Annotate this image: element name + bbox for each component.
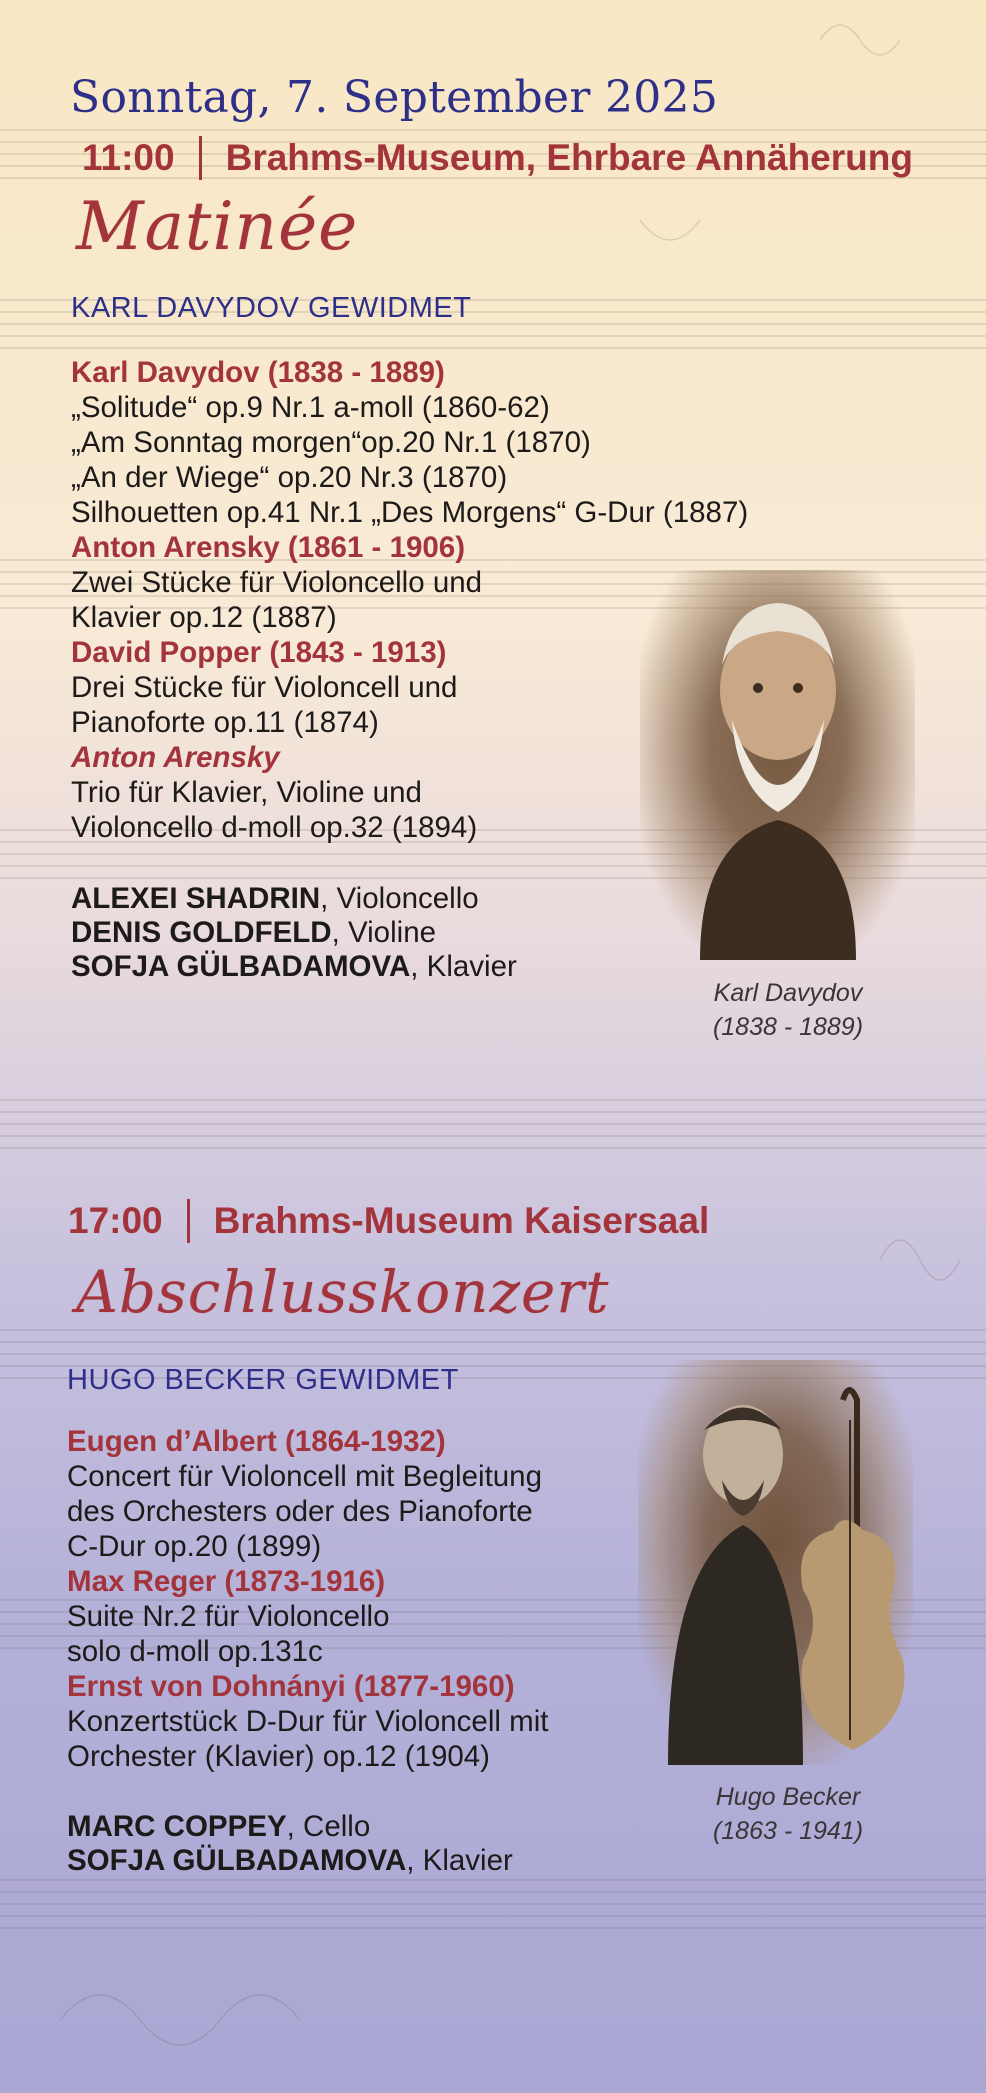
performer-name: SOFJA GÜLBADAMOVA	[67, 1844, 407, 1877]
matinee-dedication: KARL DAVYDOV GEWIDMET	[71, 292, 472, 324]
performer-name: DENIS GOLDFELD	[71, 916, 332, 949]
event-date: Sonntag, 7. September 2025	[70, 72, 719, 123]
work-line: Konzertstück D-Dur für Violoncell mit	[67, 1705, 549, 1738]
performer-instrument: , Klavier	[410, 950, 517, 983]
final-concert-venue: Brahms-Museum Kaisersaal	[213, 1200, 710, 1241]
performer-row	[67, 1844, 513, 1878]
portrait-karl-davydov	[640, 570, 915, 960]
composer-heading: Karl Davydov (1838 - 1889)	[71, 356, 445, 389]
composer-heading: Anton Arensky (1861 - 1906)	[71, 531, 466, 564]
caption-years: (1838 - 1889)	[712, 1013, 864, 1041]
caption-name: Hugo Becker	[715, 1783, 861, 1811]
performer-name: MARC COPPEY	[67, 1810, 287, 1843]
work-line: Suite Nr.2 für Violoncello	[67, 1600, 390, 1633]
performer-name: ALEXEI SHADRIN	[71, 882, 321, 915]
performer-row	[67, 1810, 513, 1844]
performer-instrument: , Cello	[286, 1810, 371, 1843]
portrait-hugo-becker	[638, 1360, 913, 1765]
performer-row	[71, 882, 517, 916]
final-concert-performers-list	[67, 1810, 513, 1878]
work-line: des Orchesters oder des Pianoforte	[67, 1495, 533, 1528]
performer-row	[71, 916, 517, 950]
matinee-title: Matinée	[76, 188, 359, 265]
work-line: Concert für Violoncell mit Begleitung	[67, 1460, 542, 1493]
portrait-caption-davydov	[658, 976, 918, 1044]
cellist-portrait-icon	[638, 1360, 913, 1765]
composer-heading: Eugen d’Albert (1864-1932)	[67, 1425, 446, 1458]
caption-name: Karl Davydov	[713, 979, 863, 1007]
final-concert-title: Abschlusskonzert	[76, 1258, 610, 1326]
matinee-time-venue	[82, 136, 913, 180]
caption-years: (1863 - 1941)	[712, 1817, 864, 1845]
work-line: Zwei Stücke für Violoncello und	[71, 566, 483, 599]
final-concert-program-list	[67, 1424, 548, 1774]
separator-bar	[199, 136, 202, 180]
work-line: „Am Sonntag morgen“op.20 Nr.1 (1870)	[71, 426, 591, 459]
matinee-time: 11:00	[82, 137, 175, 178]
composer-heading: Ernst von Dohnányi (1877-1960)	[67, 1670, 515, 1703]
composer-heading: Anton Arensky	[71, 741, 280, 774]
performer-instrument: , Violine	[331, 916, 437, 949]
work-line: Orchester (Klavier) op.12 (1904)	[67, 1740, 491, 1773]
performer-instrument: , Violoncello	[320, 882, 479, 915]
portrait-caption-becker	[658, 1780, 918, 1848]
final-concert-dedication: HUGO BECKER GEWIDMET	[67, 1364, 459, 1396]
final-concert-time-venue	[68, 1199, 709, 1243]
work-line: „Solitude“ op.9 Nr.1 a-moll (1860-62)	[71, 391, 550, 424]
performer-row	[71, 950, 517, 984]
separator-bar	[187, 1199, 190, 1243]
composer-heading: Max Reger (1873-1916)	[67, 1565, 386, 1598]
work-line: Pianoforte op.11 (1874)	[71, 706, 379, 739]
performer-name: SOFJA GÜLBADAMOVA	[71, 950, 411, 983]
performer-instrument: , Klavier	[406, 1844, 513, 1877]
bearded-man-portrait-icon	[640, 570, 915, 960]
matinee-venue: Brahms-Museum, Ehrbare Annäherung	[225, 137, 913, 178]
work-line: solo d-moll op.131c	[67, 1635, 323, 1668]
work-line: Silhouetten op.41 Nr.1 „Des Morgens“ G-Dur (1887)	[71, 496, 749, 529]
final-concert-time: 17:00	[68, 1200, 163, 1241]
matinee-performers-list	[71, 882, 517, 984]
work-line: „An der Wiege“ op.20 Nr.3 (1870)	[71, 461, 508, 494]
work-line: Trio für Klavier, Violine und	[71, 776, 422, 809]
work-line: C-Dur op.20 (1899)	[67, 1530, 322, 1563]
work-line: Violoncello d-moll op.32 (1894)	[71, 811, 478, 844]
composer-heading: David Popper (1843 - 1913)	[71, 636, 447, 669]
work-line: Klavier op.12 (1887)	[71, 601, 337, 634]
work-line: Drei Stücke für Violoncell und	[71, 671, 458, 704]
